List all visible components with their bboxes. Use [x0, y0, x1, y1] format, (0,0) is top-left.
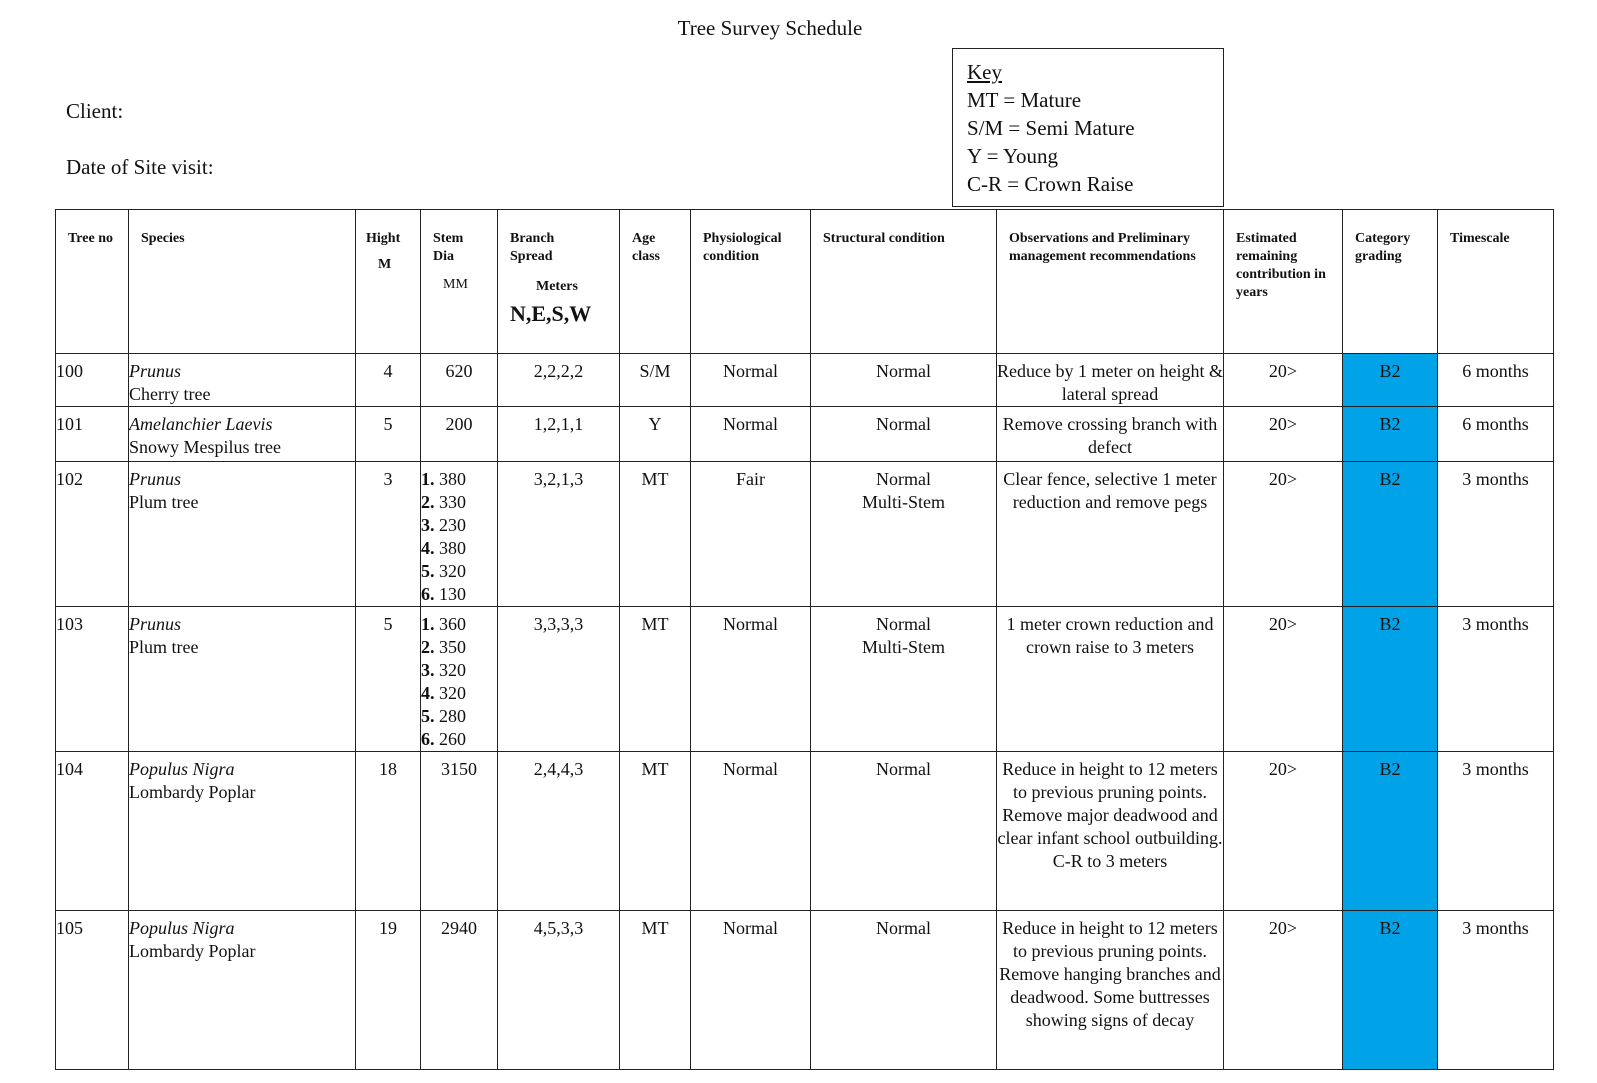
table-row — [56, 752, 1554, 911]
stem-value: 330 — [434, 492, 466, 512]
stem-number: 6. — [421, 584, 435, 604]
stem-value: 230 — [434, 515, 466, 535]
cell-height: 18 — [356, 752, 421, 911]
cell-timescale: 3 months — [1438, 752, 1554, 911]
cell-observations: 1 meter crown reduction and crown raise to 3 meters — [997, 607, 1224, 752]
cell-age-class: MT — [620, 752, 691, 911]
stem-measurement — [421, 728, 497, 751]
site-visit-label: Date of Site visit: — [66, 155, 214, 179]
cell-stem-dia — [421, 607, 498, 752]
stem-number: 6. — [421, 729, 435, 749]
header-height — [356, 210, 421, 354]
stem-measurement — [421, 514, 497, 537]
cell-stem-dia — [421, 407, 498, 462]
stem-number: 1. — [421, 614, 435, 634]
stem-measurement — [421, 468, 497, 491]
cell-species — [129, 607, 356, 752]
cell-structural: Normal Multi-Stem — [811, 462, 997, 607]
cell-category: B2 — [1343, 911, 1438, 1070]
stem-measurement — [421, 360, 497, 383]
cell-height: 19 — [356, 911, 421, 1070]
stem-value: 2940 — [441, 918, 477, 938]
cell-height: 5 — [356, 607, 421, 752]
cell-species — [129, 911, 356, 1070]
cell-tree-no: 102 — [56, 462, 129, 607]
stem-number: 4. — [421, 538, 435, 558]
species-common-name: Lombardy Poplar — [129, 941, 256, 961]
document-title: Tree Survey Schedule — [677, 16, 863, 40]
species-common-name: Plum tree — [129, 637, 199, 657]
cell-species — [129, 354, 356, 407]
cell-stem-dia — [421, 911, 498, 1070]
stem-value: 260 — [434, 729, 466, 749]
cell-physiological: Normal — [691, 407, 811, 462]
table-row — [56, 911, 1554, 1070]
stem-value: 350 — [434, 637, 466, 657]
stem-value: 620 — [445, 361, 473, 381]
species-latin-name: Populus Nigra — [129, 759, 235, 779]
header-height-unit: M — [378, 257, 392, 272]
stem-value: 3150 — [441, 759, 477, 779]
species-common-name: Snowy Mespilus tree — [129, 437, 281, 457]
cell-timescale: 3 months — [1438, 911, 1554, 1070]
stem-measurement — [421, 682, 497, 705]
table-row — [56, 607, 1554, 752]
key-title: Key — [967, 60, 1002, 84]
table-row — [56, 407, 1554, 462]
header-timescale: Timescale — [1438, 210, 1554, 354]
header-physiological: Physiological condition — [691, 210, 811, 354]
cell-stem-dia — [421, 462, 498, 607]
cell-observations: Reduce in height to 12 meters to previous pruning points. Remove major deadwood and clear infant school outbuilding. C-R to 3 meters — [997, 752, 1224, 911]
key-entry-semi-mature: S/M = Semi Mature — [967, 116, 1135, 140]
cell-tree-no: 105 — [56, 911, 129, 1070]
species-common-name: Lombardy Poplar — [129, 782, 256, 802]
stem-value: 320 — [434, 561, 466, 581]
stem-number: 2. — [421, 492, 435, 512]
cell-branch-spread: 4,5,3,3 — [498, 911, 620, 1070]
cell-category: B2 — [1343, 752, 1438, 911]
cell-physiological: Normal — [691, 752, 811, 911]
species-latin-name: Prunus — [129, 361, 182, 381]
species-latin-name: Populus Nigra — [129, 918, 235, 938]
stem-value: 380 — [434, 538, 466, 558]
header-branch-spread — [498, 210, 620, 354]
species-latin-name: Prunus — [129, 469, 182, 489]
header-stem-dia — [421, 210, 498, 354]
cell-category: B2 — [1343, 407, 1438, 462]
stem-number: 2. — [421, 637, 435, 657]
cell-contribution: 20> — [1224, 407, 1343, 462]
cell-stem-dia — [421, 752, 498, 911]
header-species: Species — [129, 210, 356, 354]
header-stem-unit: MM — [443, 277, 468, 292]
header-row — [56, 210, 1554, 354]
key-entry-crown-raise: C-R = Crown Raise — [967, 172, 1134, 196]
cell-observations: Clear fence, selective 1 meter reduction and remove pegs — [997, 462, 1224, 607]
header-stem-label: Stem Dia — [433, 231, 464, 264]
cell-structural: Normal — [811, 354, 997, 407]
header-height-label: Hight — [366, 231, 401, 246]
cell-tree-no: 103 — [56, 607, 129, 752]
cell-contribution: 20> — [1224, 607, 1343, 752]
cell-category: B2 — [1343, 607, 1438, 752]
cell-age-class: S/M — [620, 354, 691, 407]
cell-timescale: 3 months — [1438, 607, 1554, 752]
stem-measurement — [421, 917, 497, 940]
cell-age-class: MT — [620, 911, 691, 1070]
cell-age-class: Y — [620, 407, 691, 462]
stem-value: 320 — [434, 660, 466, 680]
table-row — [56, 462, 1554, 607]
key-entry-young: Y = Young — [967, 144, 1059, 168]
tree-survey-table — [55, 209, 1554, 1070]
stem-value: 360 — [434, 614, 466, 634]
cell-age-class: MT — [620, 462, 691, 607]
stem-measurement — [421, 537, 497, 560]
cell-observations: Remove crossing branch with defect — [997, 407, 1224, 462]
cell-structural: Normal — [811, 752, 997, 911]
stem-measurement — [421, 583, 497, 606]
cell-structural: Normal — [811, 911, 997, 1070]
header-branch-directions: N,E,S,W — [510, 301, 592, 326]
cell-age-class: MT — [620, 607, 691, 752]
stem-measurement — [421, 491, 497, 514]
cell-branch-spread: 2,2,2,2 — [498, 354, 620, 407]
header-age-class: Age class — [620, 210, 691, 354]
cell-height: 5 — [356, 407, 421, 462]
stem-value: 200 — [445, 414, 473, 434]
cell-physiological: Normal — [691, 607, 811, 752]
cell-contribution: 20> — [1224, 911, 1343, 1070]
header-branch-unit: Meters — [536, 279, 578, 294]
stem-number: 3. — [421, 515, 435, 535]
stem-measurement — [421, 560, 497, 583]
cell-physiological: Fair — [691, 462, 811, 607]
cell-contribution: 20> — [1224, 462, 1343, 607]
table-row — [56, 354, 1554, 407]
cell-branch-spread: 1,2,1,1 — [498, 407, 620, 462]
cell-contribution: 20> — [1224, 354, 1343, 407]
cell-structural: Normal — [811, 407, 997, 462]
cell-species — [129, 752, 356, 911]
stem-measurement — [421, 413, 497, 436]
header-structural: Structural condition — [811, 210, 997, 354]
stem-number: 5. — [421, 706, 435, 726]
client-label: Client: — [66, 99, 124, 123]
cell-tree-no: 100 — [56, 354, 129, 407]
stem-number: 3. — [421, 660, 435, 680]
stem-value: 130 — [434, 584, 466, 604]
cell-category: B2 — [1343, 354, 1438, 407]
stem-number: 5. — [421, 561, 435, 581]
stem-measurement — [421, 613, 497, 636]
cell-structural: Normal Multi-Stem — [811, 607, 997, 752]
header-contribution: Estimated remaining contribution in years — [1224, 210, 1343, 354]
stem-measurement — [421, 636, 497, 659]
stem-value: 280 — [434, 706, 466, 726]
cell-observations: Reduce in height to 12 meters to previous pruning points. Remove hanging branches and deadwood. Some buttresses showing signs of decay — [997, 911, 1224, 1070]
cell-tree-no: 101 — [56, 407, 129, 462]
cell-tree-no: 104 — [56, 752, 129, 911]
cell-species — [129, 462, 356, 607]
species-latin-name: Amelanchier Laevis — [129, 414, 273, 434]
cell-physiological: Normal — [691, 354, 811, 407]
species-latin-name: Prunus — [129, 614, 182, 634]
cell-observations: Reduce by 1 meter on height & lateral spread — [997, 354, 1224, 407]
header-category: Category grading — [1343, 210, 1438, 354]
header-branch-label: Branch Spread — [510, 231, 555, 264]
key-legend — [952, 48, 1224, 207]
cell-species — [129, 407, 356, 462]
cell-branch-spread: 2,4,4,3 — [498, 752, 620, 911]
species-common-name: Cherry tree — [129, 384, 211, 404]
cell-height: 3 — [356, 462, 421, 607]
species-common-name: Plum tree — [129, 492, 199, 512]
cell-physiological: Normal — [691, 911, 811, 1070]
stem-measurement — [421, 758, 497, 781]
stem-value: 380 — [434, 469, 466, 489]
stem-value: 320 — [434, 683, 466, 703]
stem-number: 4. — [421, 683, 435, 703]
key-entry-mature: MT = Mature — [967, 88, 1082, 112]
cell-stem-dia — [421, 354, 498, 407]
cell-timescale: 6 months — [1438, 407, 1554, 462]
cell-branch-spread: 3,2,1,3 — [498, 462, 620, 607]
stem-measurement — [421, 705, 497, 728]
cell-timescale: 6 months — [1438, 354, 1554, 407]
stem-number: 1. — [421, 469, 435, 489]
cell-height: 4 — [356, 354, 421, 407]
cell-timescale: 3 months — [1438, 462, 1554, 607]
stem-measurement — [421, 659, 497, 682]
header-tree-no: Tree no — [56, 210, 129, 354]
cell-contribution: 20> — [1224, 752, 1343, 911]
cell-branch-spread: 3,3,3,3 — [498, 607, 620, 752]
cell-category: B2 — [1343, 462, 1438, 607]
header-observations: Observations and Preliminary management recommendations — [997, 210, 1224, 354]
